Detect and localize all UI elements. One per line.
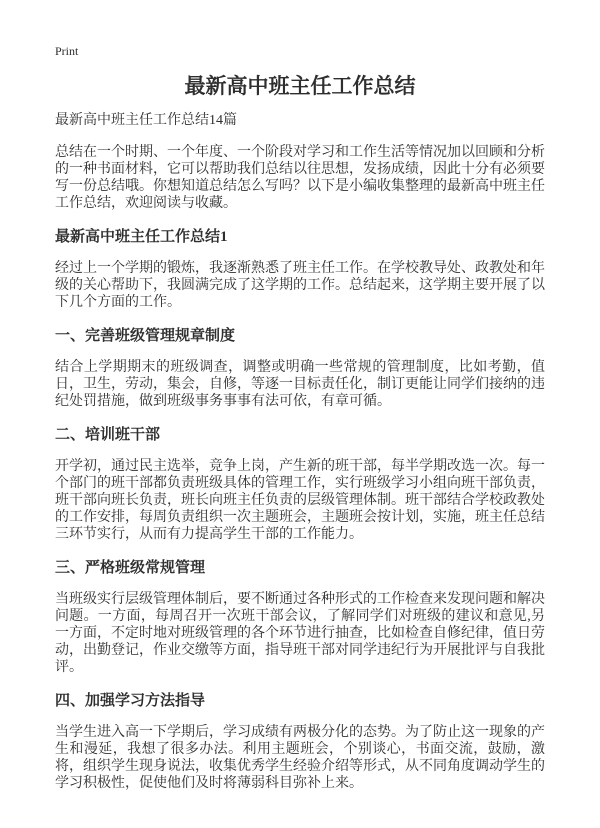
- section-paragraph: 结合上学期期末的班级调查，调整或明确一些常规的管理制度，比如考勤，值日，卫生，劳动，集会，自修，等逐一目标责任化，制订更能让同学们接纳的违纪处罚措施，做到班级事务事事有法可依，有章可循。: [55, 360, 545, 409]
- print-link[interactable]: Print: [55, 44, 79, 58]
- intro-paragraph: 总结在一个时期、一个年度、一个阶段对学习和工作生活等情况加以回顾和分析的一种书面材料，它可以帮助我们总结以往思想，发扬成绩，因此十分有必须要写一份总结哦。你想知道总结怎么写吗？以下是小编收集整理的最新高中班主任工作总结，欢迎阅读与收藏。: [55, 145, 545, 211]
- section-paragraph: 当学生进入高一下学期后，学习成绩有两极分化的态势。为了防止这一现象的产生和漫延，我想了很多办法。利用主题班会，个别谈心，书面交流，鼓励，激将，组织学生现身说法，收集优秀学生经验介绍等形式，从不同角度调动学生的学习积极性，促使他们及时将薄弱科目弥补上来。: [55, 725, 545, 791]
- section-paragraph: 当班级实行层级管理体制后，要不断通过各种形式的工作检查来发现问题和解决问题。一方面，每周召开一次班干部会议，了解同学们对班级的建议和意见,另一方面，不定时地对班级管理的各个环节进行抽查，比如检查自修纪律，值日劳动，出勤登记，作业交缴等方面，指导班干部对同学违纪行为开展批评与自我批评。: [55, 592, 545, 675]
- section-paragraph: 经过上一个学期的锻炼，我逐渐熟悉了班主任工作。在学校教导处、政教处和年级的关心帮助下，我圆满完成了这学期的工作。总结起来，这学期主要开展了以下几个方面的工作。: [55, 261, 545, 310]
- section-heading-management: 三、严格班级常规管理: [55, 560, 206, 576]
- section-heading-study-guidance: 四、加强学习方法指导: [55, 693, 206, 709]
- section-heading-rules: 一、完善班级管理规章制度: [55, 328, 236, 344]
- section-heading-cadres: 二、培训班干部: [55, 427, 161, 443]
- document-subtitle: 最新高中班主任工作总结14篇: [55, 113, 237, 128]
- section-paragraph: 开学初，通过民主选举，竞争上岗，产生新的班干部，每半学期改选一次。每一个部门的班干部都负责班级具体的管理工作，实行班级学习小组向班干部负责，班干部向班长负责，班长向班主任负责的层级管理体制。班干部结合学校政教处的工作安排，每周负责组织一次主题班会，主题班会按计划，实施，班主任总结三环节实行，从而有力提高学生干部的工作能力。: [55, 459, 545, 542]
- document-title: 最新高中班主任工作总结: [184, 74, 416, 98]
- section-heading-summary-1: 最新高中班主任工作总结1: [55, 229, 228, 245]
